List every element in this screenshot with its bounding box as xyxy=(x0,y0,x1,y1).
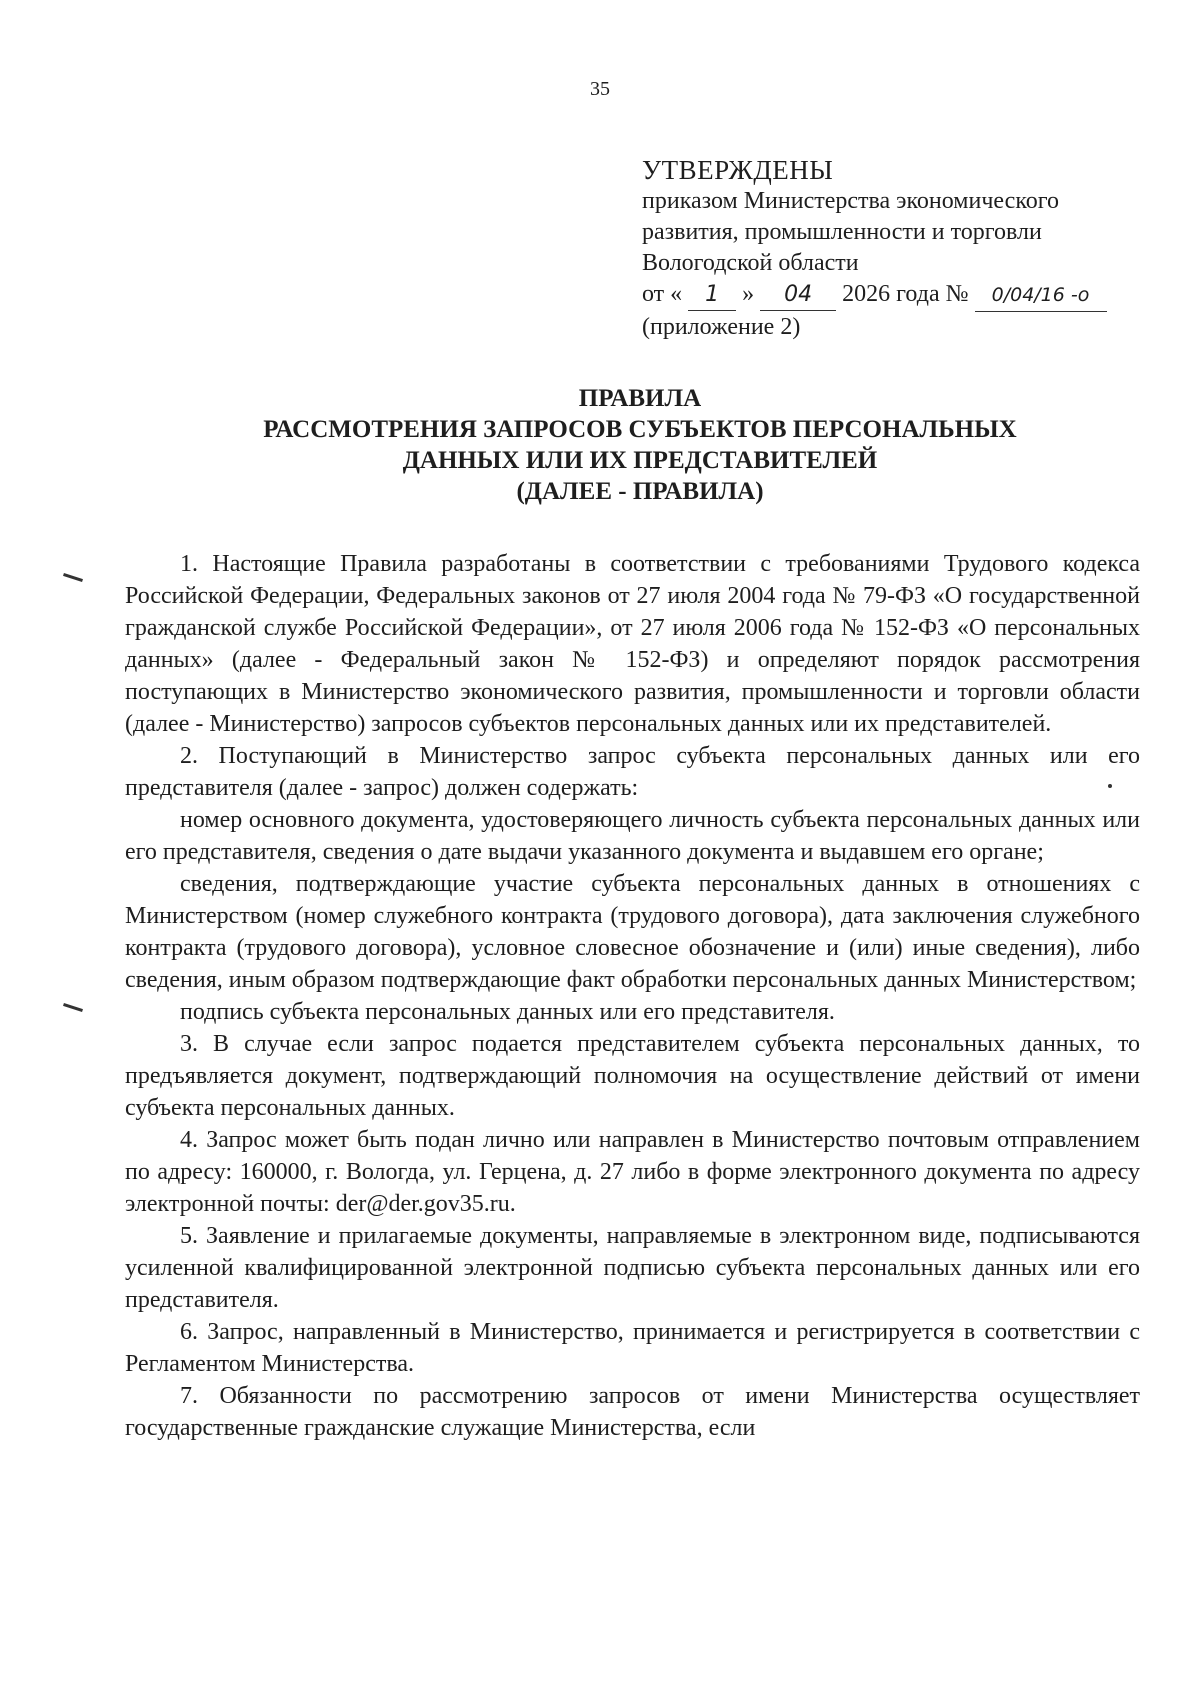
paragraph-6: 6. Запрос, направленный в Министерство, принимается и регистрируется в соответствии с Регламентом Министерства. xyxy=(125,1319,1140,1377)
paragraph-1: 1. Настоящие Правила разработаны в соответствии с требованиями Трудового кодекса Российской Федерации, Федеральных законов от 27 июля 2004 года № 79-ФЗ «О государственной гражданской службе Российской Федерации», от 27 июля 2006 года № 152-ФЗ «О персональных данных» (далее - Федеральный закон № 152-ФЗ) и определяют порядок рассмотрения поступающих в Министерство экономического развития, промышленности и торговли области (далее - Министерство) запросов субъектов персональных данных или их представителей. xyxy=(125,551,1140,737)
approval-line-1: приказом Министерства экономического xyxy=(642,188,1059,214)
title-line-2: РАССМОТРЕНИЯ ЗАПРОСОВ СУБЪЕКТОВ ПЕРСОНАЛЬНЫХ xyxy=(263,416,1017,443)
approval-line-2: развития, промышленности и торговли xyxy=(642,219,1042,245)
date-mid: » xyxy=(742,281,755,307)
approval-stamp-block xyxy=(642,155,1162,343)
paragraph-2: 2. Поступающий в Министерство запрос субъекта персональных данных или его представителя (далее - запрос) должен содержать: xyxy=(125,743,1140,801)
paragraph-2-item-2: сведения, подтверждающие участие субъекта персональных данных в отношениях с Министерством (номер служебного контракта (трудового договора), дата заключения служебного контракта (трудового договора), условное словесное обозначение и (или) иные сведения), либо сведения, иным образом подтверждающие факт обработки персональных данных Министерством; xyxy=(125,871,1140,993)
date-year: 2026 года № xyxy=(842,281,969,307)
paragraph-2-item-1: номер основного документа, удостоверяющего личность субъекта персональных данных или его представителя, сведения о дате выдачи указанного документа и выдавшем его органе; xyxy=(125,807,1140,865)
page-number: 35 xyxy=(590,78,610,100)
scan-dot-icon xyxy=(1108,784,1112,788)
title-line-3: ДАННЫХ ИЛИ ИХ ПРЕДСТАВИТЕЛЕЙ xyxy=(402,447,878,474)
approval-line-3: Вологодской области xyxy=(642,250,859,276)
date-month: 04 xyxy=(760,279,836,311)
date-prefix: от « xyxy=(642,281,683,307)
margin-mark-icon xyxy=(63,1003,83,1012)
title-line-1: ПРАВИЛА xyxy=(578,385,702,412)
appendix-note: (приложение 2) xyxy=(642,314,801,340)
approval-date-line xyxy=(642,279,1162,312)
document-body xyxy=(125,548,1140,1444)
paragraph-7: 7. Обязанности по рассмотрению запросов от имени Министерства осуществляет государственные гражданские служащие Министерства, если xyxy=(125,1383,1140,1441)
date-day: 1 xyxy=(688,279,736,311)
paragraph-3: 3. В случае если запрос подается представителем субъекта персональных данных, то предъявляется документ, подтверждающий полномочия на осуществление действий от имени субъекта персональных данных. xyxy=(125,1031,1140,1121)
approved-title: УТВЕРЖДЕНЫ xyxy=(642,155,834,185)
document-title xyxy=(120,383,1160,507)
margin-mark-icon xyxy=(63,573,83,582)
paragraph-4: 4. Запрос может быть подан лично или направлен в Министерство почтовым отправлением по адресу: 160000, г. Вологда, ул. Герцена, д. 27 либо в форме электронного документа по адресу электронной почты: der@der.gov35.ru. xyxy=(125,1127,1140,1217)
order-number: 0/04/16 -о xyxy=(975,280,1107,312)
paragraph-5: 5. Заявление и прилагаемые документы, направляемые в электронном виде, подписываются усиленной квалифицированной электронной подписью субъекта персональных данных или его представителя. xyxy=(125,1223,1140,1313)
paragraph-2-item-3: подпись субъекта персональных данных или его представителя. xyxy=(180,999,835,1025)
title-line-4: (ДАЛЕЕ - ПРАВИЛА) xyxy=(516,478,764,505)
